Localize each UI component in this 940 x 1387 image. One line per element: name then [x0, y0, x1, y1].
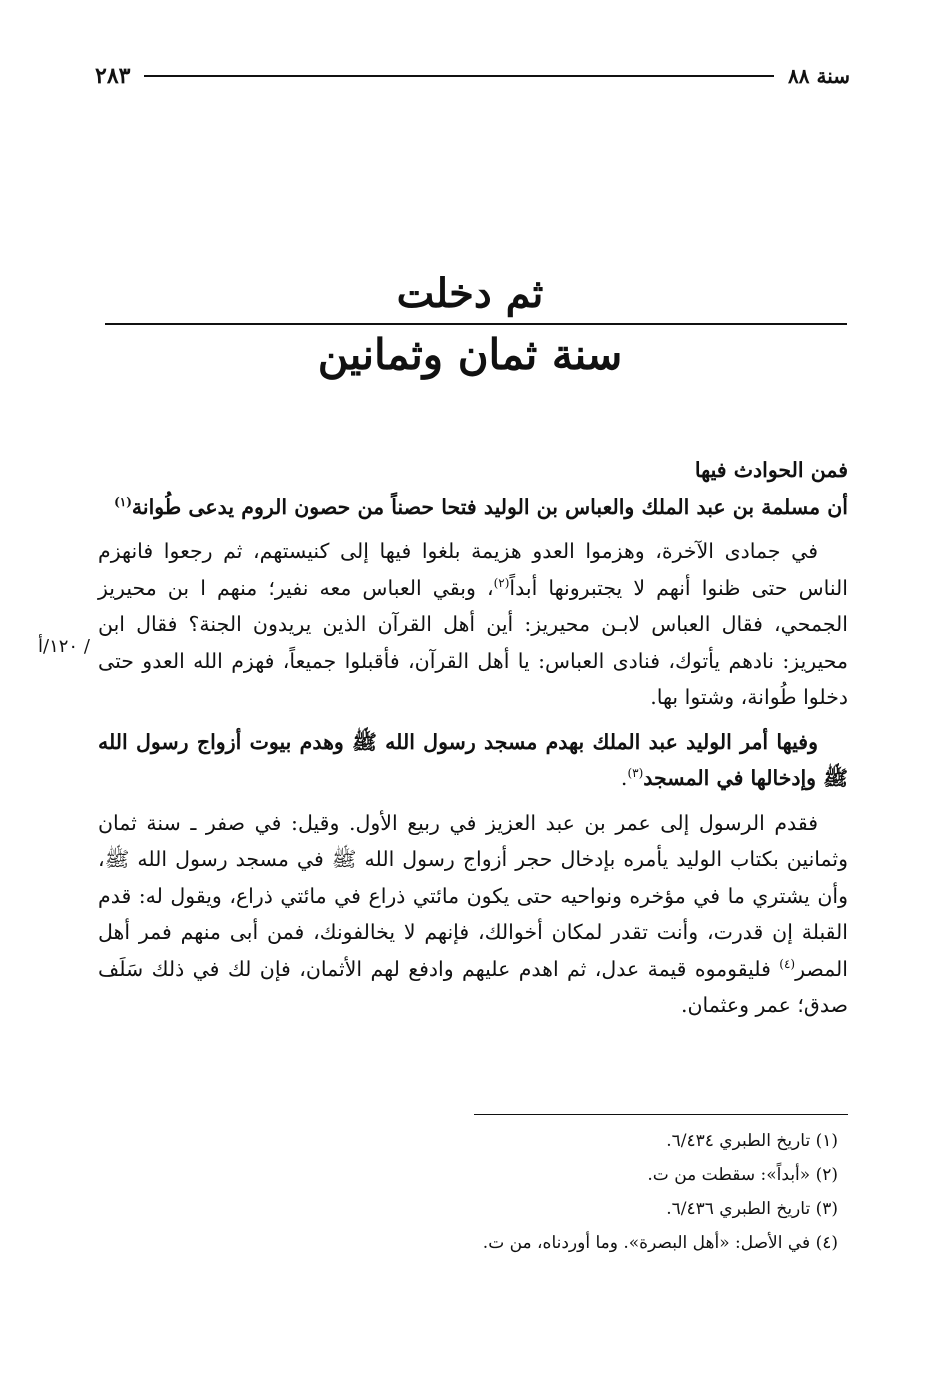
manuscript-folio-marker: / ١٢٠/أ	[38, 636, 90, 657]
paragraph-2-tail: .	[620, 766, 628, 790]
running-header-year: سنة ٨٨	[788, 64, 850, 88]
footnote-divider	[474, 1114, 848, 1115]
running-header-rule	[144, 75, 774, 77]
running-header	[95, 58, 850, 94]
footnote-ref-2: (٢)	[493, 575, 510, 590]
section-heading-line1: فمن الحوادث فيها	[694, 458, 848, 482]
paragraph-2	[98, 724, 848, 797]
footnotes	[98, 1124, 838, 1260]
chapter-title-line2: سنة ثمان وثمانين	[317, 330, 623, 379]
chapter-title-line1: ثم دخلت	[396, 270, 544, 317]
footnote-ref-3: (٣)	[627, 766, 644, 781]
footnote: (٢) «أبداً»: سقطت من ت.	[647, 1165, 838, 1185]
paragraph-1-part2: ، وبقي العباس معه نفير؛ منهم ا بن محيريز الجمحي، فقال العباس لابـن محيريز: أين أهل القرآن الذين يريدون الجنة؟ فقال ابن محيريز: نادهم يأتوك، فنادى العباس: يا أهل القرآن، فأقبلوا جميعاً، فهزم الله العدو حتى دخلوا طُوانة، وشتوا بها.	[98, 575, 848, 709]
footnote-ref-1: (١)	[114, 494, 132, 509]
section-heading-text: أن مسلمة بن عبد الملك والعباس بن الوليد فتحا حصناً من حصون الروم يدعى طُوانة	[131, 494, 848, 519]
paragraph-3-part1: فقدم الرسول إلى عمر بن عبد العزيز في ربيع الأول. وقيل: في صفر ـ سنة ثمان وثمانين بكتاب الوليد يأمره بإدخال حجر أزواج رسول الله ﷺ في مسجد رسول الله ﷺ، وأن يشتري ما في مؤخره ونواحيه حتى يكون مائتي ذراع في مائتي ذراع، ويقول له: قدم القبلة إن قدرت، وأنت تقدر لمكان أخوالك، فإنهم لا يخالفونك، فمن أبى منهم فمر أهل المصر	[98, 810, 848, 981]
paragraph-1-part1: في جمادى الآخرة، وهزموا العدو هزيمة بلغوا فيها إلى كنيستهم، ثم رجعوا فانهزم الناس حتى ظنوا أنهم لا يجتبرونها أبداً	[98, 539, 848, 600]
paragraph-3	[98, 805, 848, 1024]
page-number: ٢٨٣	[95, 63, 131, 89]
footnote: (٤) في الأصل: «أهل البصرة». وما أوردناه، من ت.	[482, 1233, 838, 1253]
paragraph-1	[98, 533, 848, 716]
chapter-title-divider	[105, 323, 847, 325]
footnote: (٣) تاريخ الطبري ٦/٤٣٦.	[666, 1199, 838, 1219]
main-text	[98, 452, 848, 1024]
paragraph-2-bold: وفيها أمر الوليد عبد الملك بهدم مسجد رسول الله ﷺ وهدم بيوت أزواج رسول الله ﷺ وإدخالها في المسجد	[98, 729, 848, 790]
footnote: (١) تاريخ الطبري ٦/٤٣٤.	[666, 1131, 838, 1151]
footnote-ref-4: (٤)	[779, 956, 796, 971]
paragraph-3-part2: فليقوموه قيمة عدل، ثم اهدم عليهم وادفع لهم الأثمان، فإن لك في ذلك سَلَف صدق؛ عمر وعثمان.	[98, 956, 848, 1017]
section-heading-line2	[98, 489, 848, 526]
